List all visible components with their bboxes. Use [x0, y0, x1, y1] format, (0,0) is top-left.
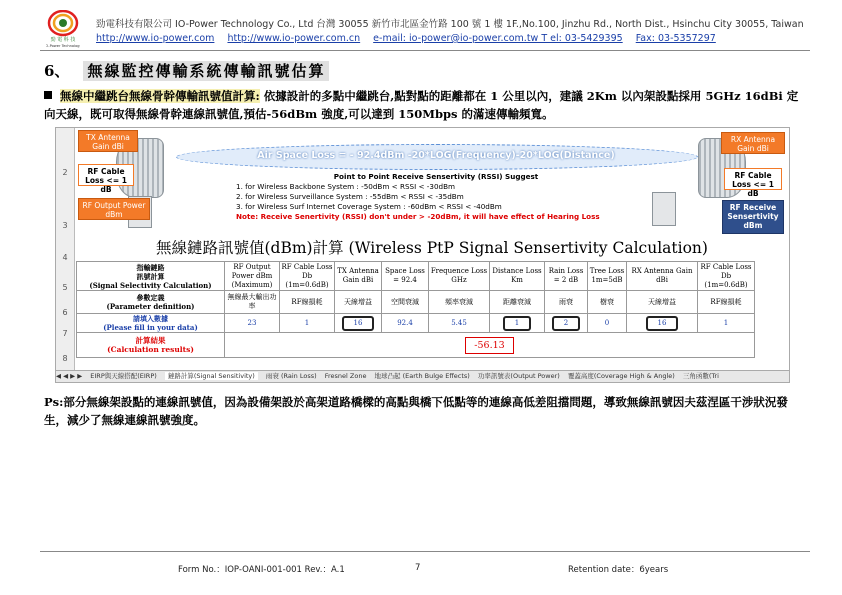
page-header: [40, 8, 810, 51]
sheet-tab[interactable]: EIRP與天線搭配(EIRP): [90, 372, 157, 380]
definition-cell: RF線損耗: [698, 291, 755, 314]
fax-number: Fax: 03-5357297: [635, 33, 716, 44]
row-number: 6: [62, 308, 68, 317]
column-header: RF Output Power dBm (Maximum): [225, 262, 280, 291]
column-header: Tree Loss 1m=5dB: [588, 262, 627, 291]
page-number: 7: [415, 563, 421, 573]
definition-cell: 雨衰: [545, 291, 588, 314]
sheet-tab[interactable]: 地球凸起 (Earth Bulge Effects): [374, 372, 470, 380]
input-cell-rain-loss[interactable]: [545, 314, 588, 333]
row-number: 4: [62, 253, 68, 262]
signal-calc-table: [76, 261, 755, 358]
company-address: 勁電科技有限公司 IO-Power Technology Co., Ltd 台灣 30055 新竹市北區金竹路 100 號 1 樓 1F.,No.100, Jinzhu Rd., North Dist., Hsinchu City 30055, Taiwan: [96, 19, 804, 30]
input-label-cell: [77, 314, 225, 333]
form-number: Form No.：IOP-OANI-001-001 Rev.：A.1: [178, 565, 345, 575]
rssi-suggestion-box: [236, 172, 636, 222]
rssi-suggest-title: Point to Point Receive Sensertivity (RSSI) Suggest: [333, 172, 539, 181]
rf-cable-right-callout: RF Cable Loss <= 1 dB: [724, 168, 782, 190]
table-row: [77, 333, 755, 358]
website-link-cn[interactable]: http://www.io-power.com.cn: [227, 33, 361, 44]
row-number: 2: [62, 168, 68, 177]
sheet-tab[interactable]: 三角函數(Tri: [682, 372, 719, 380]
ps-note: Ps:部分無線架設點的連線訊號值，因為設備架設於高架道路橋樑的高點與橋下低點等的連線高低差阻擋問題，導致無線訊號因夫茲涅區干涉狀況發生，減少了無線連線訊號強度。: [44, 395, 788, 427]
rf-receive-callout: RF Receive Sensertivity dBm: [722, 200, 784, 234]
input-value: 2: [552, 316, 580, 331]
sheet-tab-bar: [56, 370, 789, 382]
section-title-text: 無線監控傳輸系統傳輸訊號估算: [83, 61, 329, 81]
row-number: 8: [62, 354, 68, 363]
sheet-tab[interactable]: Fresnel Zone: [324, 372, 367, 380]
column-header: Space Loss = 92.4: [382, 262, 429, 291]
column-header: Frequence Loss GHz: [429, 262, 490, 291]
cell-text: (Parameter definition): [106, 302, 195, 311]
cell-text: 計算結果: [135, 336, 166, 345]
section-number: 6、: [44, 62, 70, 80]
rssi-suggest-line: 3. for Wireless Surf Internet Coverage System : -60dBm < RSSI < -40dBm: [236, 202, 502, 211]
input-value: 16: [646, 316, 679, 331]
definition-cell: 天線增益: [627, 291, 698, 314]
website-link-com[interactable]: http://www.io-power.com: [96, 33, 215, 44]
svg-text:IO-Power Technology: IO-Power Technology: [46, 44, 80, 48]
input-cell-frequency-loss[interactable]: 5.45: [429, 314, 490, 333]
row-number: 5: [62, 283, 68, 292]
tx-gain-callout: TX Antenna Gain dBi: [78, 130, 138, 152]
air-space-loss-formula: Air Space Loss = - 92.4dBm -20*LOG(Frequency)-20*LOG(Distance): [257, 150, 615, 161]
input-cell-tree-loss[interactable]: 0: [588, 314, 627, 333]
cell-text: 訊號計算: [136, 271, 165, 281]
input-cell-rf-cable-rx[interactable]: 1: [698, 314, 755, 333]
definition-cell: 距離衰減: [490, 291, 545, 314]
input-cell-rf-cable-tx[interactable]: 1: [280, 314, 335, 333]
page-footer: [40, 551, 810, 575]
definition-cell: 天線增益: [335, 291, 382, 314]
result-cell: [225, 333, 755, 358]
definition-cell: 樹衰: [588, 291, 627, 314]
intro-paragraph: [44, 87, 804, 123]
contact-links: [96, 33, 726, 44]
cell-text: 參數定義: [136, 293, 165, 302]
row-number-column: [56, 128, 75, 371]
definition-cell: 頻率衰減: [429, 291, 490, 314]
sheet-tab[interactable]: 雨衰 (Rain Loss): [265, 372, 317, 380]
rx-gain-callout: RX Antenna Gain dBi: [721, 132, 785, 154]
section-title: [44, 60, 329, 81]
column-header: RX Antenna Gain dBi: [627, 262, 698, 291]
cell-text: 請填入數據: [133, 314, 168, 323]
tab-nav-arrows-icon[interactable]: ◀ ◀ ▶ ▶: [56, 372, 83, 380]
cell-text: (Signal Selectivity Calculation): [89, 280, 212, 290]
rssi-note: Note: Receive Senertivity (RSSI) don't under > -20dBm, it will have effect of Hearing Loss: [236, 212, 600, 221]
cell-text: 指輸鏈路: [136, 262, 165, 272]
paragraph-lead: 無線中繼跳台無線骨幹傳輸訊號值計算:: [60, 89, 260, 103]
calculation-title: 無線鏈路訊號值(dBm)計算 (Wireless PtP Signal Sensertivity Calculation): [156, 239, 708, 257]
sheet-tab[interactable]: 覆蓋高度(Coverage High & Angle): [567, 372, 675, 380]
cell-text: (Calculation results): [107, 345, 194, 354]
table-row: [77, 314, 755, 333]
input-value: 16: [342, 316, 375, 331]
input-cell-space-loss[interactable]: 92.4: [382, 314, 429, 333]
retention-date: Retention date：6years: [568, 565, 669, 575]
column-header: Rain Loss = 2 dB: [545, 262, 588, 291]
definition-label-cell: [77, 291, 225, 314]
input-value: 1: [503, 316, 531, 331]
input-cell-tx-gain[interactable]: [335, 314, 382, 333]
result-value: -56.13: [465, 337, 513, 354]
column-header: Distance Loss Km: [490, 262, 545, 291]
input-cell-rx-gain[interactable]: [627, 314, 698, 333]
table-row: [77, 291, 755, 314]
input-cell-rf-output[interactable]: 23: [225, 314, 280, 333]
calculation-sheet-screenshot: [55, 127, 790, 383]
column-header: RF Cable Loss Db (1m=0.6dB): [698, 262, 755, 291]
table-row: [77, 262, 755, 291]
rx-radio-unit-image: [652, 192, 676, 226]
rf-output-callout: RF Output Power dBm: [78, 198, 150, 220]
rssi-suggest-line: 2. for Wireless Surveillance System : -55dBm < RSSI < -35dBm: [236, 192, 464, 201]
paragraph-body: 依據設計的多點中繼跳台,點對點的距離都在 1 公里以內，建議 2Km 以內架設點採用 5GHz 16dBi 定向天線，既可取得無線骨幹連線訊號值,預估-56dBm 強度,可以達到 150Mbps 的滿速傳輸頻寬。: [44, 89, 799, 121]
rssi-suggest-line: 1. for Wireless Backbone System : -50dBm < RSSI < -30dBm: [236, 182, 456, 191]
definition-cell: 無線最大輸出功率: [225, 291, 280, 314]
column-header: RF Cable Loss Db (1m=0.6dB): [281, 262, 333, 289]
header-label-cell: [77, 262, 225, 291]
input-cell-distance[interactable]: [490, 314, 545, 333]
email-tel-link[interactable]: e-mail: io-power@io-power.com.tw T el: 03-5429395: [373, 33, 623, 44]
definition-cell: RF線損耗: [280, 291, 335, 314]
svg-text:勁 電 科 技: 勁 電 科 技: [50, 37, 76, 43]
result-label-cell: [77, 333, 225, 358]
cell-text: (Please fill in your data): [103, 323, 198, 332]
row-number: 3: [62, 221, 68, 230]
column-header: TX Antenna Gain dBi: [335, 262, 382, 291]
square-bullet-icon: [44, 91, 52, 99]
sheet-tab[interactable]: 功率訊號表(Output Power): [477, 372, 560, 380]
rf-cable-left-callout: RF Cable Loss <= 1 dB: [78, 164, 134, 186]
sheet-tab-active[interactable]: 鏈路計算(Signal Sensitivity): [165, 372, 258, 380]
row-number: 7: [62, 329, 68, 338]
company-logo: [46, 10, 80, 48]
definition-cell: 空間衰減: [382, 291, 429, 314]
